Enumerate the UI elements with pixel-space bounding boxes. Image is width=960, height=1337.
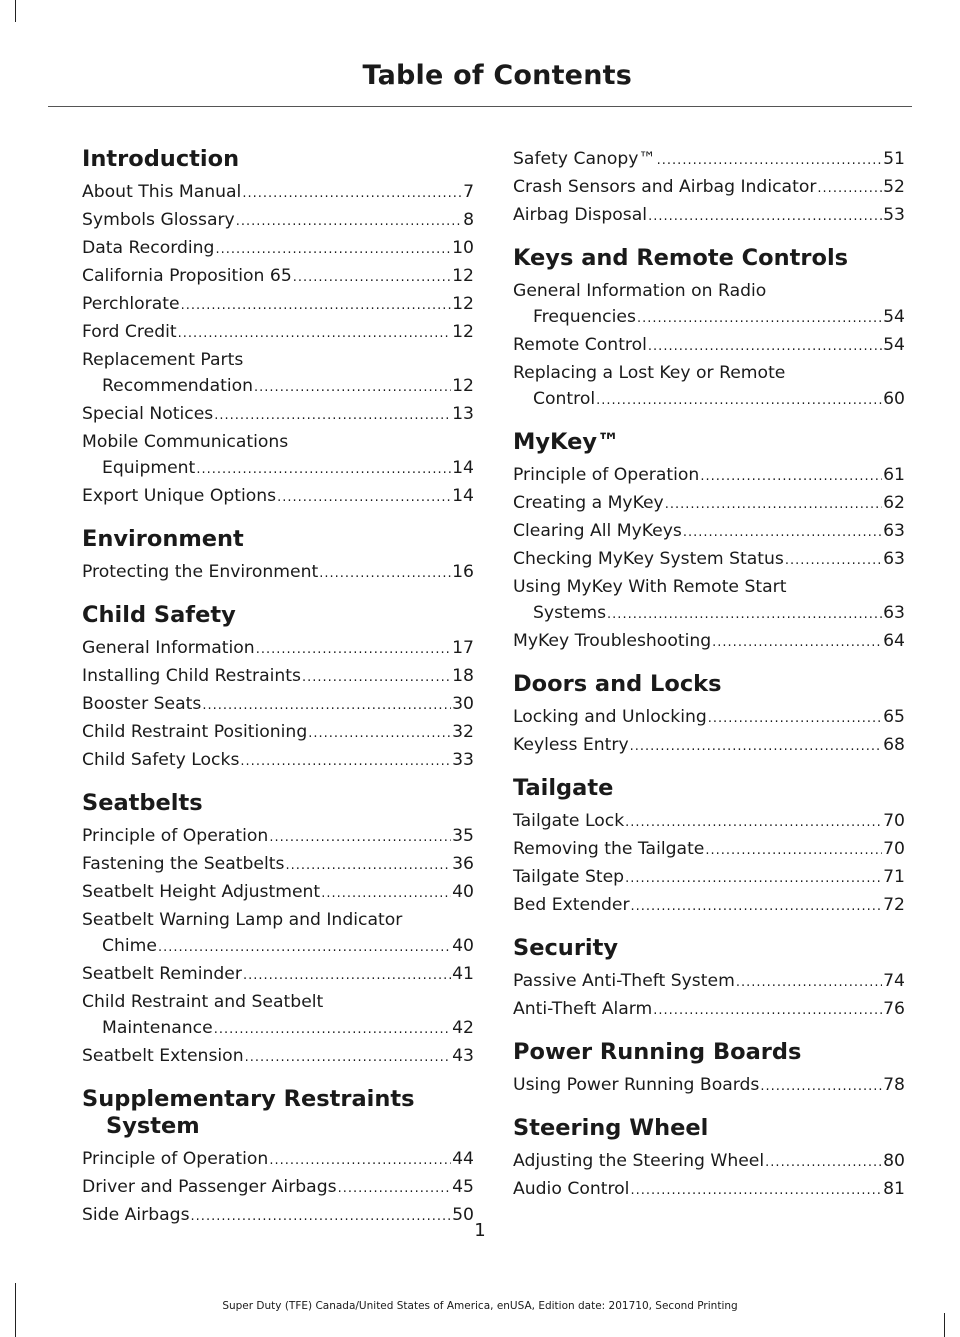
toc-leader-dots bbox=[630, 1178, 882, 1204]
toc-entry-page: 12 bbox=[452, 294, 474, 314]
toc-entry-line bbox=[513, 146, 905, 174]
toc-entry[interactable] bbox=[82, 1146, 474, 1174]
toc-leader-dots bbox=[181, 293, 452, 319]
toc-leader-dots bbox=[760, 1074, 882, 1100]
toc-entry[interactable] bbox=[513, 462, 905, 490]
toc-entry[interactable] bbox=[82, 291, 474, 319]
toc-entry-page: 16 bbox=[452, 562, 474, 582]
toc-entry-page: 12 bbox=[452, 376, 474, 396]
section-heading-text: Seatbelts bbox=[82, 790, 203, 816]
toc-entry-title: Checking MyKey System Status bbox=[513, 549, 784, 569]
toc-leader-dots bbox=[293, 265, 451, 291]
toc-leader-dots bbox=[321, 881, 451, 907]
toc-leader-dots bbox=[240, 749, 451, 775]
toc-entry-line bbox=[513, 1176, 905, 1204]
toc-entry-page: 71 bbox=[883, 867, 905, 887]
toc-entry[interactable] bbox=[513, 864, 905, 892]
toc-entry-page: 8 bbox=[463, 210, 474, 230]
toc-entry[interactable] bbox=[513, 546, 905, 574]
toc-entry-title: Creating a MyKey bbox=[513, 493, 664, 513]
toc-entry-title: Audio Control bbox=[513, 1179, 630, 1199]
toc-entry[interactable] bbox=[513, 490, 905, 518]
toc-entry-title: Seatbelt Extension bbox=[82, 1046, 244, 1066]
toc-entry-title-first: General Information on Radio bbox=[513, 281, 767, 301]
toc-entry-line bbox=[82, 263, 474, 291]
page-number: 1 bbox=[474, 1220, 486, 1241]
toc-section bbox=[82, 146, 474, 511]
toc-entry-line bbox=[82, 663, 474, 691]
toc-leader-dots bbox=[683, 520, 882, 546]
toc-leader-dots bbox=[785, 548, 882, 574]
toc-entry[interactable] bbox=[513, 202, 905, 230]
toc-entry-line bbox=[513, 600, 905, 628]
toc-entry-title-first: Replacing a Lost Key or Remote bbox=[513, 363, 786, 383]
toc-entry-page: 13 bbox=[452, 404, 474, 424]
toc-entry-title: Booster Seats bbox=[82, 694, 202, 714]
toc-entry[interactable] bbox=[82, 483, 474, 511]
toc-leader-dots bbox=[648, 334, 882, 360]
section-heading-text: Child Safety bbox=[82, 602, 236, 628]
toc-entry[interactable] bbox=[513, 968, 905, 996]
toc-entry[interactable] bbox=[513, 732, 905, 760]
section-heading bbox=[513, 1039, 905, 1066]
toc-entry-page: 74 bbox=[883, 971, 905, 991]
crop-mark-top-left bbox=[15, 0, 16, 22]
toc-entry[interactable] bbox=[513, 996, 905, 1024]
section-heading-text: Supplementary Restraints bbox=[82, 1086, 415, 1112]
toc-entry[interactable] bbox=[82, 179, 474, 207]
toc-entry-title: Tailgate Step bbox=[513, 867, 625, 887]
toc-entry-page: 14 bbox=[452, 458, 474, 478]
toc-entry-page: 54 bbox=[883, 307, 905, 327]
section-heading bbox=[82, 146, 474, 173]
toc-entry-line bbox=[82, 747, 474, 775]
toc-section bbox=[513, 429, 905, 656]
toc-entry-page: 70 bbox=[883, 811, 905, 831]
toc-entry-page: 44 bbox=[452, 1149, 474, 1169]
footer-edition-text: Super Duty (TFE) Canada/United States of America, enUSA, Edition date: 201710, Second Printing bbox=[222, 1300, 738, 1312]
toc-leader-dots bbox=[653, 998, 882, 1024]
toc-entry-title: Control bbox=[533, 389, 596, 409]
toc-entry[interactable] bbox=[82, 347, 474, 401]
section-heading-text: Power Running Boards bbox=[513, 1039, 802, 1065]
toc-entry-line bbox=[82, 635, 474, 663]
toc-entry[interactable] bbox=[82, 663, 474, 691]
toc-entry-page: 18 bbox=[452, 666, 474, 686]
toc-leader-dots bbox=[705, 838, 882, 864]
toc-entry-title: Systems bbox=[533, 603, 607, 623]
toc-entry-title: Airbag Disposal bbox=[513, 205, 648, 225]
toc-entry-line bbox=[82, 961, 474, 989]
toc-entry-title-first: Replacement Parts bbox=[82, 350, 244, 370]
toc-entry-title: General Information bbox=[82, 638, 255, 658]
toc-leader-dots bbox=[338, 1176, 452, 1202]
toc-entry-title: Installing Child Restraints bbox=[82, 666, 301, 686]
section-heading-text: Security bbox=[513, 935, 619, 961]
toc-entry-line bbox=[82, 373, 474, 401]
toc-leader-dots bbox=[736, 970, 882, 996]
toc-entry-title: Crash Sensors and Airbag Indicator bbox=[513, 177, 817, 197]
toc-entry-line bbox=[82, 1015, 474, 1043]
toc-left-column bbox=[82, 146, 474, 1245]
toc-entry-page: 32 bbox=[452, 722, 474, 742]
toc-entry[interactable] bbox=[82, 691, 474, 719]
toc-entry-title: Anti-Theft Alarm bbox=[513, 999, 653, 1019]
toc-entry-line bbox=[82, 1043, 474, 1071]
toc-entry-title: Using Power Running Boards bbox=[513, 1075, 760, 1095]
toc-entry-line bbox=[513, 808, 905, 836]
toc-leader-dots bbox=[308, 721, 451, 747]
toc-right-column bbox=[513, 146, 905, 1219]
toc-entry-page: 43 bbox=[452, 1046, 474, 1066]
toc-entry[interactable] bbox=[82, 989, 474, 1043]
section-heading bbox=[82, 526, 474, 553]
toc-entry-line bbox=[82, 879, 474, 907]
toc-entry-page: 61 bbox=[883, 465, 905, 485]
toc-entry-page: 36 bbox=[452, 854, 474, 874]
toc-entry-title: Ford Credit bbox=[82, 322, 177, 342]
toc-entry-title-first: Seatbelt Warning Lamp and Indicator bbox=[82, 910, 403, 930]
toc-entry-title: Seatbelt Height Adjustment bbox=[82, 882, 321, 902]
toc-entry-line bbox=[513, 628, 905, 656]
toc-entry-line bbox=[513, 1148, 905, 1176]
toc-entry-title: Side Airbags bbox=[82, 1205, 190, 1225]
toc-entry-page: 70 bbox=[883, 839, 905, 859]
toc-entry[interactable] bbox=[513, 808, 905, 836]
toc-section bbox=[513, 245, 905, 414]
toc-entry-title: Adjusting the Steering Wheel bbox=[513, 1151, 765, 1171]
toc-entry-line bbox=[513, 836, 905, 864]
toc-entry[interactable] bbox=[82, 207, 474, 235]
toc-leader-dots bbox=[765, 1150, 882, 1176]
toc-entry-title: Passive Anti-Theft System bbox=[513, 971, 735, 991]
section-heading bbox=[513, 671, 905, 698]
toc-entry-title: Child Restraint Positioning bbox=[82, 722, 308, 742]
toc-entry-line bbox=[513, 174, 905, 202]
toc-entry[interactable] bbox=[82, 263, 474, 291]
toc-entry-page: 53 bbox=[883, 205, 905, 225]
toc-entry-title: Remote Control bbox=[513, 335, 647, 355]
toc-leader-dots bbox=[269, 1148, 451, 1174]
toc-entry-title: Fastening the Seatbelts bbox=[82, 854, 285, 874]
toc-leader-dots bbox=[665, 492, 882, 518]
toc-entry[interactable] bbox=[82, 851, 474, 879]
toc-entry-line bbox=[513, 546, 905, 574]
toc-entry-line bbox=[513, 704, 905, 732]
toc-entry[interactable] bbox=[513, 1176, 905, 1204]
toc-leader-dots bbox=[817, 176, 882, 202]
toc-leader-dots bbox=[254, 375, 451, 401]
toc-leader-dots bbox=[214, 403, 451, 429]
toc-leader-dots bbox=[277, 485, 451, 511]
toc-entry-page: 17 bbox=[452, 638, 474, 658]
section-heading bbox=[513, 1115, 905, 1142]
toc-section bbox=[513, 146, 905, 230]
toc-section bbox=[513, 671, 905, 760]
toc-entry-title: Export Unique Options bbox=[82, 486, 277, 506]
toc-entry-page: 76 bbox=[883, 999, 905, 1019]
toc-entry-line bbox=[82, 851, 474, 879]
toc-entry-title: Recommendation bbox=[102, 376, 254, 396]
toc-entry-line bbox=[513, 386, 905, 414]
toc-entry[interactable] bbox=[82, 907, 474, 961]
toc-entry-line bbox=[82, 235, 474, 263]
toc-section bbox=[513, 1115, 905, 1204]
section-heading bbox=[513, 775, 905, 802]
toc-leader-dots bbox=[269, 825, 451, 851]
toc-entry-line bbox=[82, 823, 474, 851]
toc-entry-title: Special Notices bbox=[82, 404, 214, 424]
toc-leader-dots bbox=[319, 561, 451, 587]
toc-entry-line bbox=[513, 968, 905, 996]
toc-entry-line bbox=[513, 864, 905, 892]
toc-entry-title: MyKey Troubleshooting bbox=[513, 631, 712, 651]
toc-section bbox=[513, 775, 905, 920]
toc-entry-page: 33 bbox=[452, 750, 474, 770]
toc-entry-page: 65 bbox=[883, 707, 905, 727]
page-title: Table of Contents bbox=[362, 60, 632, 91]
toc-leader-dots bbox=[245, 1045, 452, 1071]
toc-entry[interactable] bbox=[513, 332, 905, 360]
toc-entry-page: 51 bbox=[883, 149, 905, 169]
toc-entry-page: 12 bbox=[452, 266, 474, 286]
toc-leader-dots bbox=[214, 1017, 451, 1043]
toc-leader-dots bbox=[215, 237, 451, 263]
toc-section bbox=[82, 1086, 474, 1230]
toc-entry[interactable] bbox=[82, 961, 474, 989]
header-rule bbox=[48, 106, 912, 107]
toc-leader-dots bbox=[712, 630, 882, 656]
toc-entry-title: Locking and Unlocking bbox=[513, 707, 707, 727]
toc-entry-line bbox=[82, 179, 474, 207]
toc-leader-dots bbox=[625, 866, 882, 892]
toc-entry[interactable] bbox=[513, 836, 905, 864]
toc-entry-title: Perchlorate bbox=[82, 294, 180, 314]
toc-entry-page: 62 bbox=[883, 493, 905, 513]
toc-entry-title: Safety Canopy™ bbox=[513, 149, 656, 169]
toc-entry-title: Seatbelt Reminder bbox=[82, 964, 242, 984]
toc-entry-page: 80 bbox=[883, 1151, 905, 1171]
toc-entry-title: Tailgate Lock bbox=[513, 811, 625, 831]
toc-entry[interactable] bbox=[513, 704, 905, 732]
toc-entry[interactable] bbox=[82, 235, 474, 263]
toc-entry[interactable] bbox=[513, 174, 905, 202]
section-heading bbox=[513, 245, 905, 272]
toc-entry[interactable] bbox=[82, 429, 474, 483]
toc-entry-line bbox=[82, 1146, 474, 1174]
toc-leader-dots bbox=[637, 306, 882, 332]
toc-entry-page: 54 bbox=[883, 335, 905, 355]
section-heading-text: Keys and Remote Controls bbox=[513, 245, 849, 271]
toc-entry-title: Bed Extender bbox=[513, 895, 630, 915]
toc-entry-line bbox=[82, 291, 474, 319]
section-heading-continued: System bbox=[106, 1113, 200, 1139]
toc-entry-title: Driver and Passenger Airbags bbox=[82, 1177, 337, 1197]
toc-entry-title: About This Manual bbox=[82, 182, 242, 202]
toc-entry-page: 52 bbox=[883, 177, 905, 197]
toc-leader-dots bbox=[285, 853, 451, 879]
toc-entry-page: 12 bbox=[452, 322, 474, 342]
toc-entry-line bbox=[513, 518, 905, 546]
toc-leader-dots bbox=[242, 181, 462, 207]
toc-entry-title: Symbols Glossary bbox=[82, 210, 235, 230]
toc-entry-title: Clearing All MyKeys bbox=[513, 521, 682, 541]
toc-entry-page: 50 bbox=[452, 1205, 474, 1225]
toc-entry-title: Child Safety Locks bbox=[82, 750, 240, 770]
toc-entry[interactable] bbox=[513, 574, 905, 628]
toc-entry-page: 45 bbox=[452, 1177, 474, 1197]
toc-entry-page: 64 bbox=[883, 631, 905, 651]
toc-entry-line bbox=[82, 319, 474, 347]
section-heading-text: MyKey™ bbox=[513, 429, 620, 455]
toc-leader-dots bbox=[708, 706, 882, 732]
toc-entry-page: 78 bbox=[883, 1075, 905, 1095]
section-heading-text: Doors and Locks bbox=[513, 671, 722, 697]
toc-entry-line bbox=[82, 401, 474, 429]
toc-entry-title: Frequencies bbox=[533, 307, 636, 327]
toc-entry[interactable] bbox=[82, 635, 474, 663]
toc-entry-line bbox=[513, 304, 905, 332]
toc-section bbox=[82, 602, 474, 775]
toc-entry-page: 68 bbox=[883, 735, 905, 755]
toc-entry-line bbox=[513, 996, 905, 1024]
section-heading-text: Environment bbox=[82, 526, 244, 552]
toc-entry[interactable] bbox=[82, 823, 474, 851]
toc-entry[interactable] bbox=[513, 628, 905, 656]
toc-entry[interactable] bbox=[82, 319, 474, 347]
toc-entry[interactable] bbox=[82, 559, 474, 587]
toc-leader-dots bbox=[196, 457, 451, 483]
toc-entry-title: Data Recording bbox=[82, 238, 215, 258]
toc-entry-title: Equipment bbox=[102, 458, 196, 478]
toc-entry[interactable] bbox=[513, 278, 905, 332]
toc-leader-dots bbox=[631, 894, 883, 920]
toc-entry-line bbox=[82, 691, 474, 719]
toc-entry-page: 81 bbox=[883, 1179, 905, 1199]
toc-entry-line bbox=[82, 455, 474, 483]
toc-entry-title: Principle of Operation bbox=[82, 826, 269, 846]
toc-entry-title: Chime bbox=[102, 936, 157, 956]
toc-entry-page: 7 bbox=[463, 182, 474, 202]
toc-entry-page: 72 bbox=[883, 895, 905, 915]
section-heading-text: Introduction bbox=[82, 146, 240, 172]
toc-entry-line bbox=[82, 559, 474, 587]
toc-entry-page: 63 bbox=[883, 521, 905, 541]
toc-entry-line bbox=[82, 933, 474, 961]
toc-section bbox=[513, 935, 905, 1024]
toc-entry-title: Principle of Operation bbox=[82, 1149, 269, 1169]
toc-entry[interactable] bbox=[513, 146, 905, 174]
toc-entry[interactable] bbox=[513, 1072, 905, 1100]
toc-section bbox=[82, 526, 474, 587]
toc-leader-dots bbox=[596, 388, 882, 414]
toc-entry-page: 10 bbox=[452, 238, 474, 258]
toc-entry[interactable] bbox=[82, 719, 474, 747]
toc-entry-line bbox=[82, 719, 474, 747]
toc-leader-dots bbox=[243, 963, 451, 989]
section-heading bbox=[82, 790, 474, 817]
toc-entry[interactable] bbox=[513, 518, 905, 546]
toc-entry-title: Keyless Entry bbox=[513, 735, 629, 755]
toc-entry-title: Removing the Tailgate bbox=[513, 839, 705, 859]
toc-leader-dots bbox=[202, 693, 451, 719]
toc-leader-dots bbox=[625, 810, 882, 836]
toc-entry-line bbox=[513, 732, 905, 760]
toc-entry-line bbox=[82, 483, 474, 511]
toc-entry[interactable] bbox=[82, 747, 474, 775]
toc-entry-title-first: Using MyKey With Remote Start bbox=[513, 577, 787, 597]
toc-leader-dots bbox=[256, 637, 451, 663]
toc-entry-line bbox=[513, 202, 905, 230]
toc-entry-page: 63 bbox=[883, 549, 905, 569]
toc-leader-dots bbox=[607, 602, 882, 628]
toc-entry[interactable] bbox=[513, 1148, 905, 1176]
toc-entry[interactable] bbox=[82, 1174, 474, 1202]
toc-entry-title-first: Mobile Communications bbox=[82, 432, 289, 452]
toc-entry-page: 60 bbox=[883, 389, 905, 409]
toc-entry-page: 14 bbox=[452, 486, 474, 506]
toc-entry-page: 63 bbox=[883, 603, 905, 623]
section-heading bbox=[513, 935, 905, 962]
toc-entry-line bbox=[513, 462, 905, 490]
crop-mark-bottom-right bbox=[944, 1313, 945, 1337]
toc-entry-page: 40 bbox=[452, 936, 474, 956]
toc-entry-page: 40 bbox=[452, 882, 474, 902]
toc-leader-dots bbox=[178, 321, 452, 347]
toc-entry-line bbox=[513, 892, 905, 920]
toc-entry-title: Protecting the Environment bbox=[82, 562, 319, 582]
toc-leader-dots bbox=[700, 464, 882, 490]
toc-leader-dots bbox=[236, 209, 462, 235]
toc-entry-page: 30 bbox=[452, 694, 474, 714]
toc-entry-page: 35 bbox=[452, 826, 474, 846]
toc-entry[interactable] bbox=[82, 1043, 474, 1071]
section-heading-text: Steering Wheel bbox=[513, 1115, 709, 1141]
toc-entry-line bbox=[82, 207, 474, 235]
section-heading bbox=[82, 1086, 474, 1140]
toc-entry-line bbox=[513, 332, 905, 360]
toc-entry[interactable] bbox=[513, 892, 905, 920]
toc-entry-page: 42 bbox=[452, 1018, 474, 1038]
toc-entry-title-first: Child Restraint and Seatbelt bbox=[82, 992, 324, 1012]
section-heading-text: Tailgate bbox=[513, 775, 614, 801]
toc-section bbox=[513, 1039, 905, 1100]
toc-leader-dots bbox=[657, 148, 882, 174]
toc-entry[interactable] bbox=[82, 879, 474, 907]
toc-entry[interactable] bbox=[82, 401, 474, 429]
toc-entry[interactable] bbox=[513, 360, 905, 414]
toc-entry-title: Maintenance bbox=[102, 1018, 213, 1038]
toc-leader-dots bbox=[648, 204, 882, 230]
toc-section bbox=[82, 790, 474, 1071]
toc-leader-dots bbox=[302, 665, 451, 691]
toc-entry-page: 41 bbox=[452, 964, 474, 984]
toc-leader-dots bbox=[158, 935, 451, 961]
toc-entry-line bbox=[513, 1072, 905, 1100]
toc-leader-dots bbox=[630, 734, 883, 760]
toc-entry-line bbox=[82, 1174, 474, 1202]
toc-entry-title: Principle of Operation bbox=[513, 465, 700, 485]
toc-entry-line bbox=[513, 490, 905, 518]
section-heading bbox=[82, 602, 474, 629]
section-heading bbox=[513, 429, 905, 456]
toc-entry-title: California Proposition 65 bbox=[82, 266, 292, 286]
